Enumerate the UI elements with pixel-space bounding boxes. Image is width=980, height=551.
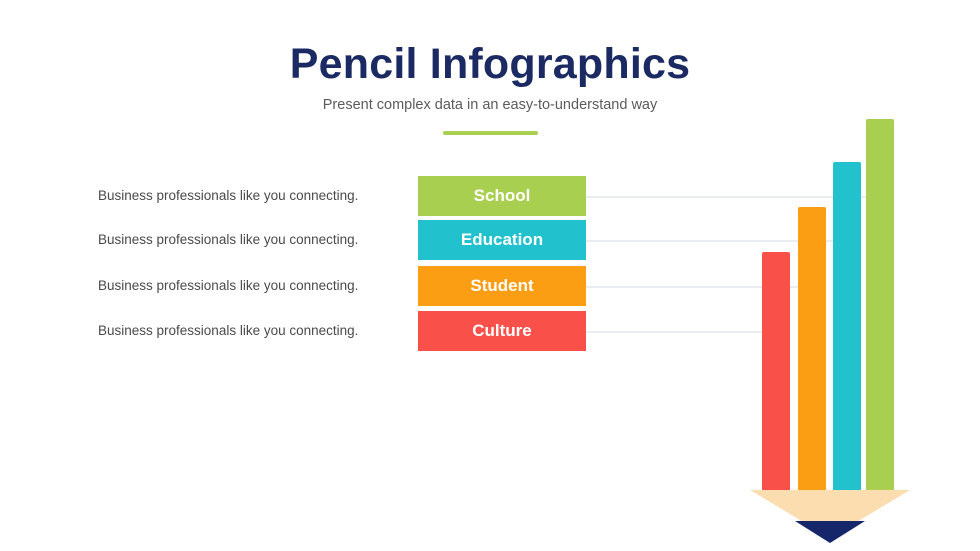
pencil-body bbox=[750, 180, 910, 490]
item-description: Business professionals like you connecting. bbox=[98, 188, 359, 203]
page-title: Pencil Infographics bbox=[289, 40, 691, 88]
item-label-student[interactable]: Student bbox=[418, 266, 586, 306]
pencil-lead-icon bbox=[795, 521, 865, 543]
item-label-culture[interactable]: Culture bbox=[418, 311, 586, 351]
bar-culture bbox=[762, 252, 790, 490]
item-label-school[interactable]: School bbox=[418, 176, 586, 216]
title-underline bbox=[443, 131, 538, 135]
item-description: Business professionals like you connecting. bbox=[98, 278, 359, 293]
bar-education bbox=[833, 162, 861, 490]
item-description: Business professionals like you connecting. bbox=[98, 232, 359, 247]
bar-school bbox=[866, 119, 894, 490]
page-subtitle: Present complex data in an easy-to-understand way bbox=[322, 97, 658, 113]
item-label-education[interactable]: Education bbox=[418, 220, 586, 260]
bar-student bbox=[798, 207, 826, 490]
item-description: Business professionals like you connecting. bbox=[98, 323, 359, 338]
pencil-graphic bbox=[750, 180, 910, 551]
